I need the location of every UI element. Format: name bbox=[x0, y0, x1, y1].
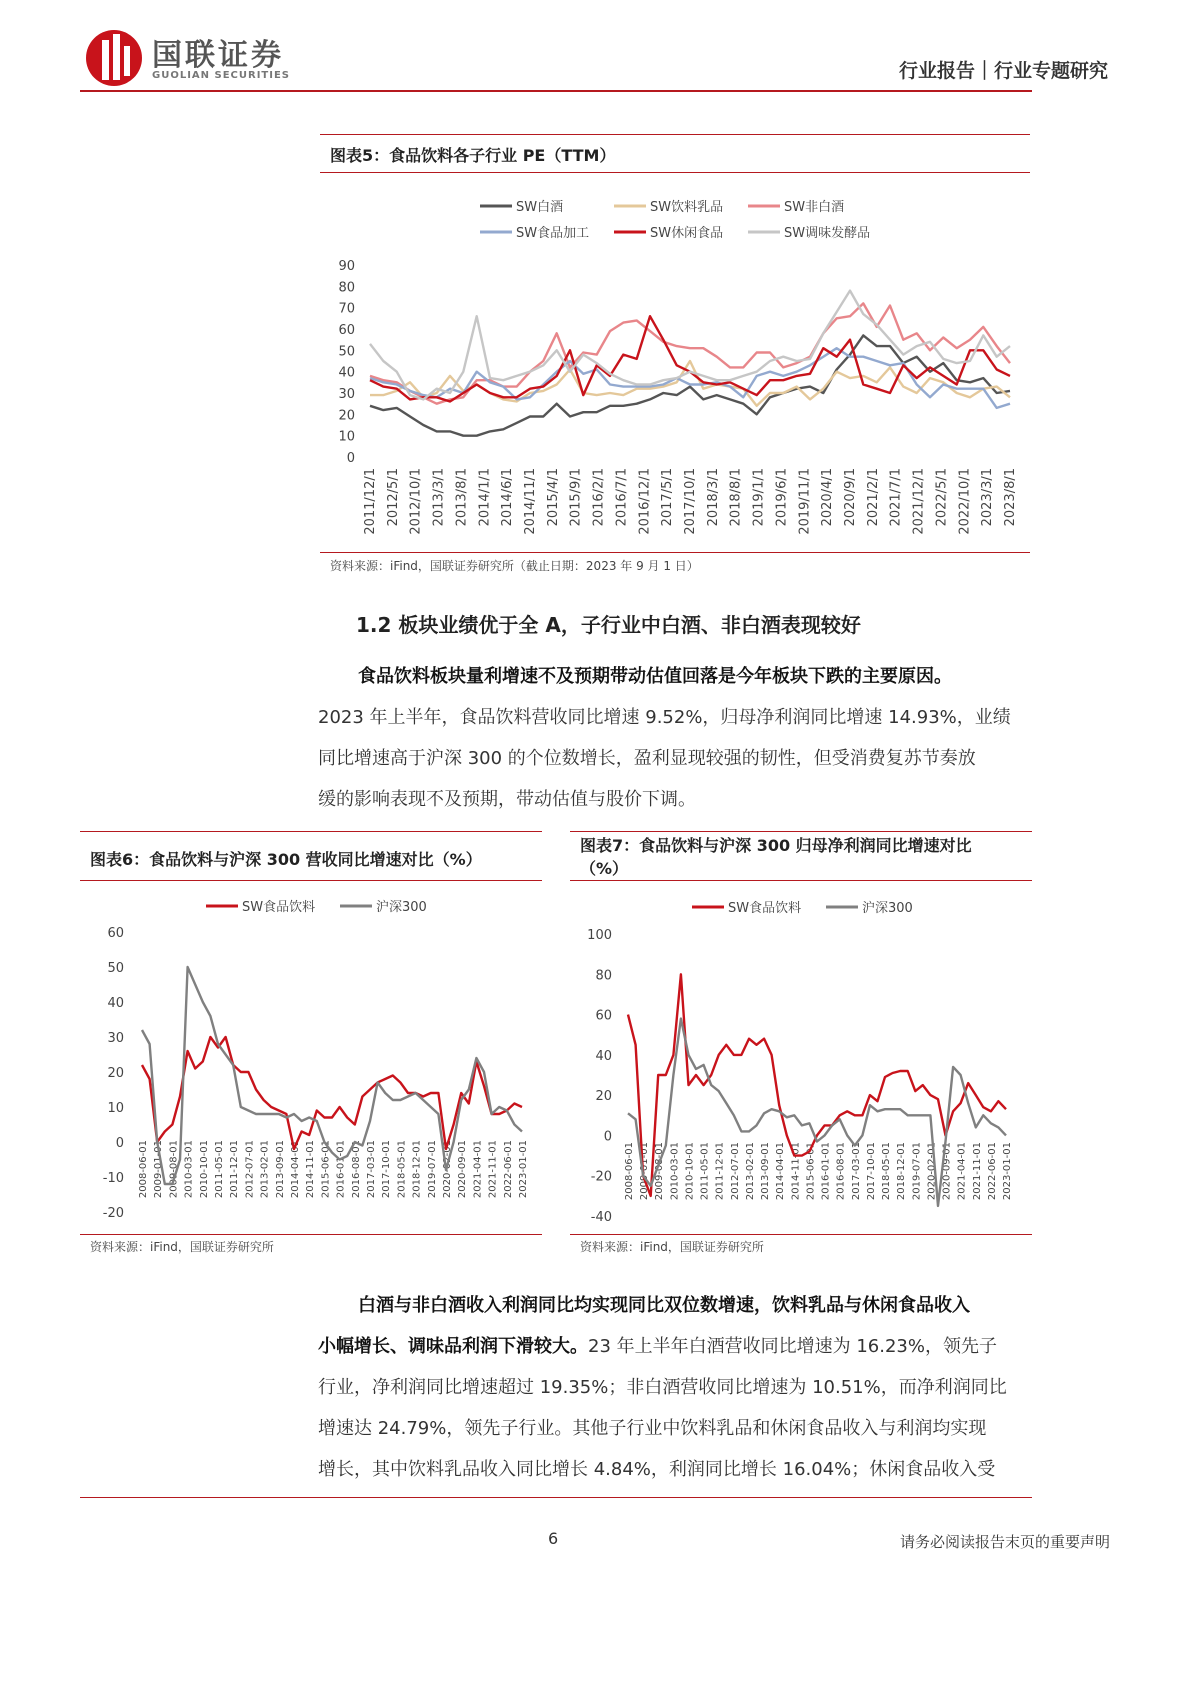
fig6-title: 图表6：食品饮料与沪深 300 营收同比增速对比（%） bbox=[90, 850, 482, 869]
fig7-xtick-label: 2023-01-01 bbox=[1002, 1142, 1013, 1201]
fig5-xtick-label: 2022/10/1 bbox=[957, 468, 973, 535]
fig5-top-rule bbox=[320, 134, 1030, 135]
fig6-bottom-rule bbox=[80, 1234, 542, 1235]
fig5-xtick-label: 2017/5/1 bbox=[660, 468, 676, 527]
fig6-xtick-label: 2021-11-01 bbox=[487, 1140, 499, 1199]
para2-bold2: 小幅增长、调味品利润下滑较大。 bbox=[318, 1336, 588, 1357]
fig5-ytick-label: 60 bbox=[338, 323, 355, 338]
para2 bbox=[318, 1285, 1030, 1490]
fig5-series-line bbox=[370, 291, 1010, 400]
fig7-xtick-label: 2016-08-01 bbox=[835, 1142, 847, 1201]
fig5-ytick-label: 80 bbox=[338, 280, 355, 296]
fig5-xtick-label: 2021/7/1 bbox=[888, 468, 904, 527]
fig5-ytick-label: 30 bbox=[338, 387, 355, 402]
fig7-ytick-label: 0 bbox=[603, 1129, 612, 1145]
fig6-ytick-label: -20 bbox=[102, 1206, 124, 1221]
fig7-xtick-label: 2011-12-01 bbox=[714, 1142, 726, 1201]
fig6-ytick-label: -10 bbox=[102, 1171, 124, 1186]
fig5-xtick-label: 2014/6/1 bbox=[500, 468, 516, 527]
fig6-xtick-label: 2011-12-01 bbox=[229, 1140, 241, 1199]
fig7-ytick-label: 20 bbox=[595, 1089, 612, 1105]
fig7-xtick-label: 2015-06-01 bbox=[805, 1142, 817, 1201]
fig6-xtick-label: 2008-06-01 bbox=[138, 1140, 149, 1199]
fig6-ytick-label: 0 bbox=[115, 1136, 124, 1151]
fig6-xtick-label: 2020-09-01 bbox=[457, 1140, 469, 1199]
fig7-ytick-label: -40 bbox=[590, 1210, 612, 1225]
fig7-xtick-label: 2010-10-01 bbox=[684, 1142, 696, 1201]
fig5-legend-label: SW食品加工 bbox=[516, 226, 590, 241]
fig5-xtick-label: 2012/5/1 bbox=[385, 468, 401, 527]
para2-line5: 增长，其中饮料乳品收入同比增长 4.84%，利润同比增长 16.04%；休闲食品收入受 bbox=[318, 1459, 996, 1480]
fig6-xtick-label: 2013-02-01 bbox=[259, 1140, 271, 1199]
fig5-legend-label: SW非白酒 bbox=[784, 200, 845, 215]
fig6-xtick-label: 2014-11-01 bbox=[305, 1140, 317, 1199]
fig5-xtick-label: 2018/8/1 bbox=[728, 468, 744, 527]
fig5-bottom-rule bbox=[320, 552, 1030, 553]
fig6-source: 资料来源：iFind，国联证券研究所 bbox=[90, 1240, 274, 1254]
fig7-chart bbox=[570, 886, 1032, 1231]
fig6-xtick-label: 2010-10-01 bbox=[198, 1140, 210, 1199]
fig5-ytick-label: 10 bbox=[338, 429, 355, 445]
page-number: 6 bbox=[548, 1529, 559, 1548]
section-heading: 1.2 板块业绩优于全 A，子行业中白酒、非白酒表现较好 bbox=[356, 613, 861, 637]
fig5-xtick-label: 2023/8/1 bbox=[1003, 468, 1018, 527]
report-type: 行业报告｜行业专题研究 bbox=[898, 60, 1108, 82]
para2-line4: 增速达 24.79%，领先子行业。其他子行业中饮料乳品和休闲食品收入与利润均实现 bbox=[318, 1418, 987, 1439]
fig6-xtick-label: 2018-05-01 bbox=[396, 1140, 408, 1199]
brand-name-cn: 国联证券 bbox=[152, 38, 284, 73]
fig5-xtick-label: 2014/11/1 bbox=[523, 468, 538, 535]
fig5-title: 图表5：食品饮料各子行业 PE（TTM） bbox=[330, 146, 616, 165]
fig5-xtick-label: 2016/7/1 bbox=[614, 468, 630, 527]
fig6-xtick-label: 2011-05-01 bbox=[214, 1140, 225, 1199]
footer-disclaimer: 请务必阅读报告末页的重要声明 bbox=[899, 1533, 1110, 1551]
fig7-ytick-label: 60 bbox=[595, 1008, 612, 1024]
fig7-xtick-label: 2013-09-01 bbox=[760, 1142, 772, 1201]
fig5-xtick-label: 2016/12/1 bbox=[637, 468, 653, 535]
fig6-legend-label: SW食品饮料 bbox=[242, 900, 316, 915]
fig5-xtick-label: 2017/10/1 bbox=[683, 468, 698, 535]
fig7-xtick-label: 2022-06-01 bbox=[986, 1142, 998, 1201]
fig7-xtick-label: 2018-12-01 bbox=[896, 1142, 908, 1201]
fig7-ytick-label: 80 bbox=[595, 968, 612, 984]
fig5-xtick-label: 2012/10/1 bbox=[408, 468, 424, 535]
fig5-source: 资料来源：iFind，国联证券研究所（截止日期：2023 年 9 月 1 日） bbox=[330, 559, 699, 573]
para2-rest2: 23 年上半年白酒营收同比增速为 16.23%，领先子 bbox=[588, 1336, 997, 1357]
para1 bbox=[318, 656, 1030, 820]
logo-mark-icon bbox=[84, 28, 144, 88]
fig7-ytick-label: 40 bbox=[595, 1048, 612, 1064]
fig5-legend-label: SW休闲食品 bbox=[650, 226, 724, 241]
fig6-xtick-label: 2016-08-01 bbox=[350, 1140, 362, 1199]
fig6-xtick-label: 2023-01-01 bbox=[518, 1140, 529, 1199]
fig7-xtick-label: 2020-09-01 bbox=[941, 1142, 953, 1201]
fig7-xtick-label: 2013-02-01 bbox=[744, 1142, 756, 1201]
para1-line1: 2023 年上半年，食品饮料营收同比增速 9.52%，归母净利润同比增速 14.93%，业绩 bbox=[318, 707, 1011, 728]
fig6-xtick-label: 2019-07-01 bbox=[426, 1140, 438, 1199]
fig6-xtick-label: 2009-01-01 bbox=[153, 1140, 165, 1199]
fig5-xtick-label: 2011/12/1 bbox=[363, 468, 378, 535]
fig7-bottom-rule bbox=[570, 1234, 1032, 1235]
para1-bold: 食品饮料板块量利增速不及预期带动估值回落是今年板块下跌的主要原因。 bbox=[358, 666, 952, 687]
fig5-ytick-label: 50 bbox=[338, 344, 355, 360]
fig7-ytick-label: -20 bbox=[590, 1169, 612, 1185]
fig7-title-rule bbox=[570, 880, 1032, 881]
fig6-xtick-label: 2020-02-01 bbox=[442, 1140, 453, 1199]
header-rule bbox=[80, 90, 1032, 92]
fig5-chart bbox=[320, 180, 1030, 550]
fig6-xtick-label: 2018-12-01 bbox=[411, 1140, 423, 1199]
fig7-xtick-label: 2014-11-01 bbox=[790, 1142, 802, 1201]
fig6-xtick-label: 2015-06-01 bbox=[320, 1140, 332, 1199]
fig5-xtick-label: 2016/2/1 bbox=[591, 468, 607, 527]
fig7-xtick-label: 2010-03-01 bbox=[669, 1142, 681, 1201]
fig5-xtick-label: 2013/8/1 bbox=[454, 468, 470, 527]
brand-name-en: GUOLIAN SECURITIES bbox=[152, 70, 290, 81]
fig7-xtick-label: 2019-07-01 bbox=[911, 1142, 923, 1201]
fig5-xtick-label: 2014/1/1 bbox=[477, 468, 493, 527]
fig7-legend-label: SW食品饮料 bbox=[728, 901, 802, 916]
fig5-xtick-label: 2019/1/1 bbox=[751, 468, 767, 527]
fig5-ytick-label: 90 bbox=[338, 259, 355, 274]
fig6-xtick-label: 2010-03-01 bbox=[183, 1140, 195, 1199]
fig7-xtick-label: 2021-04-01 bbox=[956, 1142, 968, 1201]
fig5-xtick-label: 2015/9/1 bbox=[568, 468, 584, 527]
fig6-xtick-label: 2021-04-01 bbox=[472, 1140, 484, 1199]
fig7-xtick-label: 2012-07-01 bbox=[729, 1142, 741, 1201]
fig5-xtick-label: 2023/3/1 bbox=[980, 468, 996, 527]
fig7-xtick-label: 2017-10-01 bbox=[865, 1142, 877, 1201]
fig7-title-line2: （%） bbox=[580, 859, 629, 878]
fig5-xtick-label: 2021/12/1 bbox=[911, 468, 927, 535]
fig7-title bbox=[580, 834, 972, 880]
fig6-xtick-label: 2012-07-01 bbox=[244, 1140, 256, 1199]
fig6-chart bbox=[80, 886, 542, 1231]
fig7-xtick-label: 2018-05-01 bbox=[881, 1142, 893, 1201]
fig6-xtick-label: 2022-06-01 bbox=[502, 1140, 514, 1199]
para2-line3: 行业，净利润同比增速超过 19.35%；非白酒营收同比增速为 10.51%，而净利润同比 bbox=[318, 1377, 1007, 1398]
fig5-ytick-label: 20 bbox=[338, 408, 355, 424]
fig6-xtick-label: 2017-10-01 bbox=[381, 1140, 393, 1199]
fig6-legend-label: 沪深300 bbox=[376, 900, 427, 915]
fig7-xtick-label: 2016-01-01 bbox=[820, 1142, 832, 1201]
fig6-xtick-label: 2013-09-01 bbox=[274, 1140, 286, 1199]
fig5-legend-label: SW调味发酵品 bbox=[784, 226, 871, 241]
fig7-xtick-label: 2011-05-01 bbox=[699, 1142, 711, 1201]
fig7-xtick-label: 2020-02-01 bbox=[926, 1142, 938, 1201]
fig7-legend-label: 沪深300 bbox=[862, 901, 913, 916]
fig6-xtick-label: 2014-04-01 bbox=[290, 1140, 301, 1199]
fig5-xtick-label: 2021/2/1 bbox=[865, 468, 881, 527]
fig5-xtick-label: 2022/5/1 bbox=[934, 468, 950, 527]
fig7-top-rule bbox=[570, 831, 1032, 832]
para1-line3: 缓的影响表现不及预期，带动估值与股价下调。 bbox=[318, 789, 696, 810]
fig5-xtick-label: 2018/3/1 bbox=[705, 468, 721, 527]
fig7-xtick-label: 2017-03-01 bbox=[850, 1142, 862, 1201]
fig6-top-rule bbox=[80, 831, 542, 832]
para2-bold1: 白酒与非白酒收入利润同比均实现同比双位数增速，饮料乳品与休闲食品收入 bbox=[358, 1295, 970, 1316]
fig5-title-rule bbox=[320, 172, 1030, 173]
fig5-legend-label: SW白酒 bbox=[516, 200, 564, 215]
fig5-ytick-label: 40 bbox=[338, 365, 355, 381]
fig6-ytick-label: 60 bbox=[107, 926, 124, 941]
fig5-legend-label: SW饮料乳品 bbox=[650, 200, 724, 215]
fig6-ytick-label: 20 bbox=[107, 1066, 124, 1081]
logo bbox=[84, 28, 304, 88]
fig5-ytick-label: 0 bbox=[346, 451, 355, 466]
fig6-ytick-label: 40 bbox=[107, 996, 124, 1011]
footer-rule bbox=[80, 1497, 1032, 1498]
fig7-title-line1: 图表7：食品饮料与沪深 300 归母净利润同比增速对比 bbox=[580, 836, 972, 855]
fig5-xtick-label: 2013/3/1 bbox=[431, 468, 447, 527]
fig7-xtick-label: 2021-11-01 bbox=[971, 1142, 983, 1201]
para1-line2: 同比增速高于沪深 300 的个位数增长，盈利显现较强的韧性，但受消费复苏节奏放 bbox=[318, 748, 976, 769]
fig6-ytick-label: 50 bbox=[107, 961, 124, 976]
fig7-ytick-label: 100 bbox=[587, 928, 612, 943]
fig5-xtick-label: 2019/11/1 bbox=[797, 468, 813, 535]
fig5-ytick-label: 70 bbox=[338, 301, 355, 317]
fig7-xtick-label: 2014-04-01 bbox=[775, 1142, 787, 1201]
fig5-xtick-label: 2020/4/1 bbox=[820, 467, 836, 527]
fig7-xtick-label: 2008-06-01 bbox=[624, 1142, 635, 1201]
fig5-xtick-label: 2020/9/1 bbox=[843, 468, 858, 527]
fig6-ytick-label: 10 bbox=[107, 1101, 124, 1116]
fig6-xtick-label: 2009-08-01 bbox=[168, 1140, 180, 1199]
fig7-source: 资料来源：iFind，国联证券研究所 bbox=[580, 1240, 764, 1254]
fig6-xtick-label: 2017-03-01 bbox=[366, 1140, 377, 1199]
fig6-ytick-label: 30 bbox=[107, 1031, 124, 1046]
fig6-title-rule bbox=[80, 880, 542, 881]
fig5-xtick-label: 2015/4/1 bbox=[545, 468, 561, 527]
fig6-xtick-label: 2016-01-01 bbox=[335, 1140, 347, 1199]
fig7-xtick-label: 2009-01-01 bbox=[639, 1142, 651, 1201]
fig5-xtick-label: 2019/6/1 bbox=[774, 468, 790, 527]
fig7-xtick-label: 2009-08-01 bbox=[654, 1142, 666, 1201]
